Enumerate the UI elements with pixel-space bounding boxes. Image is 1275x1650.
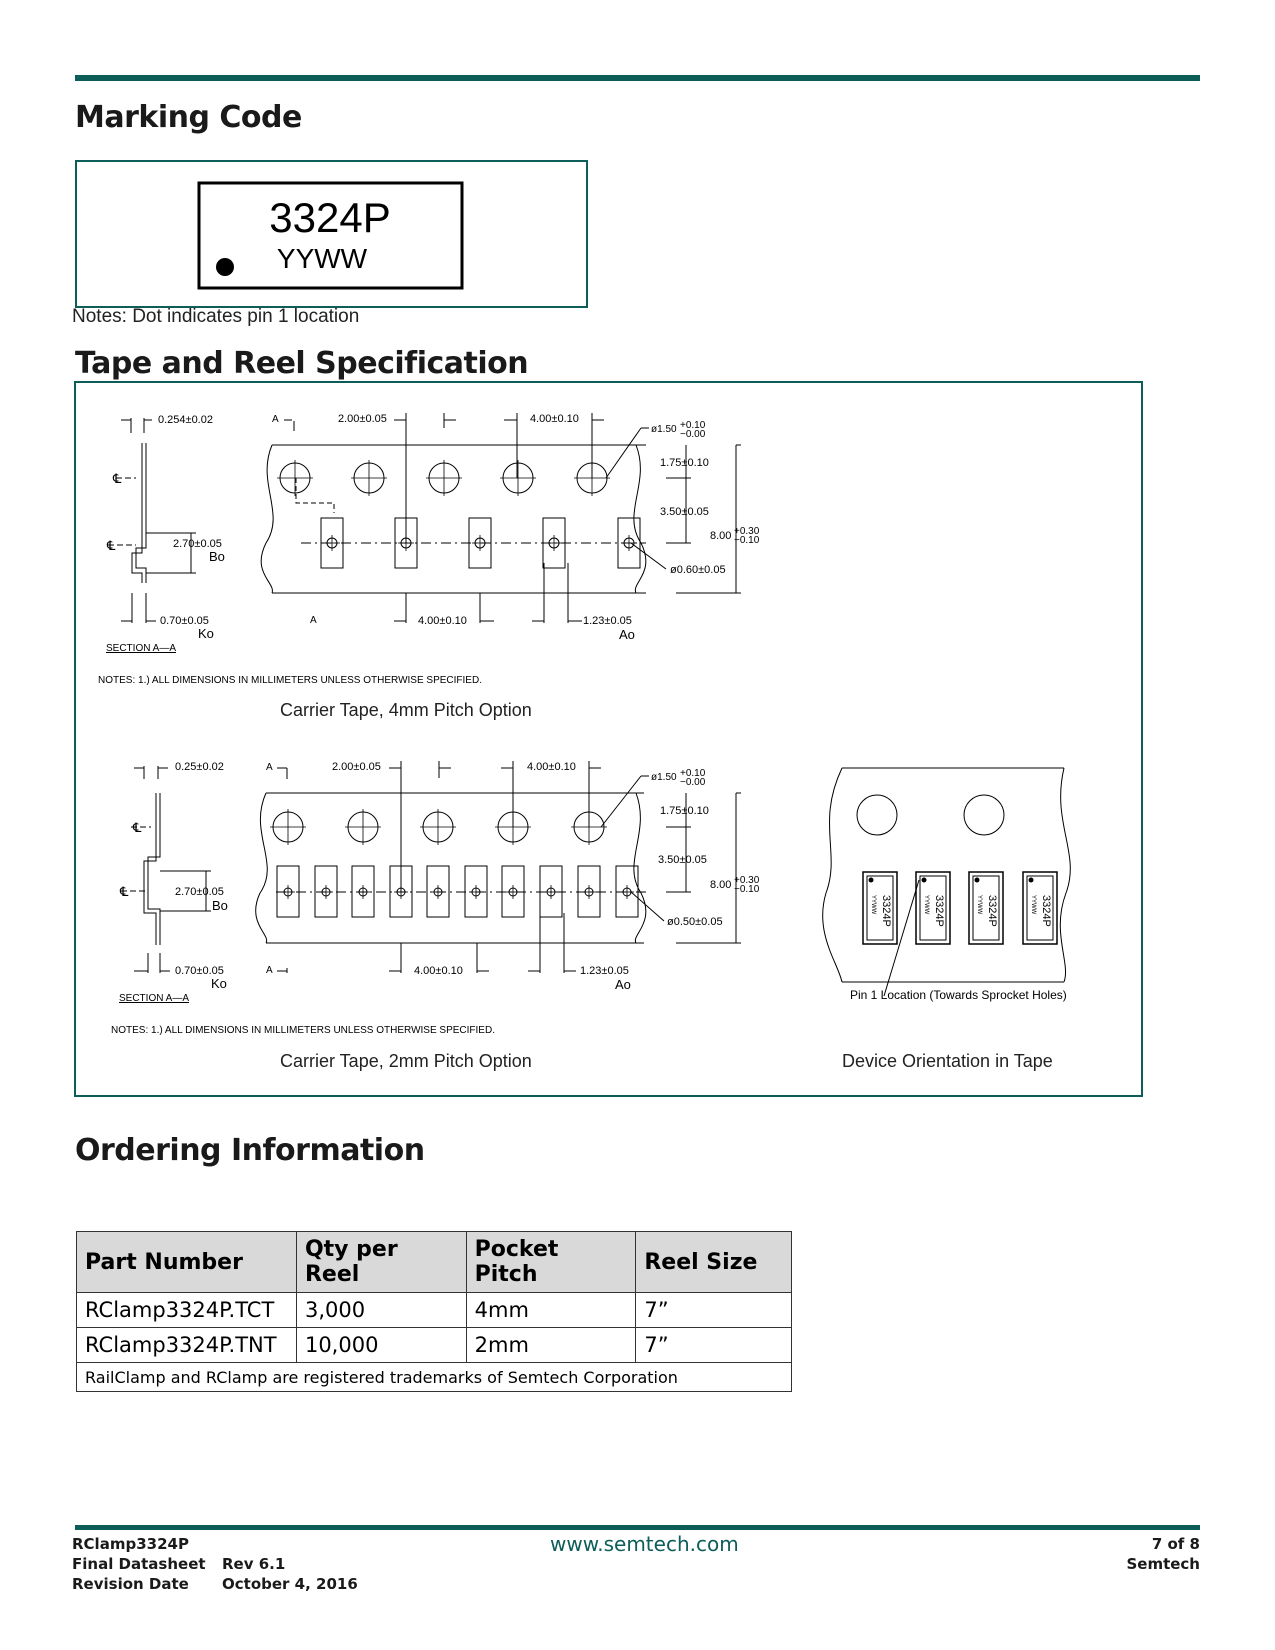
- dim-hole-2mm: ø1.50: [651, 772, 677, 783]
- dim-thickness-4mm: 0.254±0.02: [158, 414, 213, 426]
- dim-p0-2mm: 2.00±0.05: [332, 761, 381, 773]
- cell-pitch: 2mm: [466, 1328, 636, 1363]
- sprocket-hole: [270, 809, 306, 845]
- dim-p2-2mm: 4.00±0.10: [527, 761, 576, 773]
- cell-qty: 3,000: [296, 1293, 466, 1328]
- device-package: [863, 872, 897, 944]
- cell-part-number: RClamp3324P.TNT: [77, 1328, 297, 1363]
- dim-pocket-hole-4mm: ø0.60±0.05: [670, 564, 726, 576]
- label-a-top-4mm: A: [272, 414, 279, 425]
- device-date-code: YYWW: [1030, 895, 1036, 915]
- ordering-heading: Ordering Information: [75, 1133, 425, 1168]
- sprocket-hole: [571, 809, 607, 845]
- footer-left: [72, 1534, 206, 1594]
- device-package: [916, 872, 950, 944]
- pocket-hole: [506, 885, 520, 899]
- label-bo-2mm: Bo: [212, 898, 228, 913]
- dim-p2-4mm: 4.00±0.10: [530, 413, 579, 425]
- marking-heading: Marking Code: [75, 100, 302, 135]
- footer-company: Semtech: [1126, 1555, 1200, 1573]
- device-row: [863, 872, 1057, 944]
- dim-w-tol-plus-2mm: +0.30: [734, 875, 760, 886]
- pin1-dot: [1029, 878, 1034, 883]
- sprocket-hole: [351, 460, 387, 496]
- sprocket-holes-2mm: [270, 809, 607, 845]
- dim-ko-2mm: 0.70±0.05: [175, 965, 224, 977]
- cl-top-2mm: ℄: [133, 820, 142, 835]
- table-header-row: [77, 1232, 792, 1293]
- label-a-bottom-2mm: A: [266, 965, 273, 976]
- dim-hole-4mm: ø1.50: [651, 424, 677, 435]
- dim-thickness-2mm: 0.25±0.02: [175, 761, 224, 773]
- device-marking: 3324P: [880, 895, 892, 927]
- footer-rule: [75, 1525, 1200, 1530]
- marking-code: 3324P: [269, 194, 391, 241]
- tape-profile-4mm: [132, 443, 146, 583]
- pocket-hole: [431, 885, 445, 899]
- sprocket-hole: [426, 460, 462, 496]
- caption-4mm: Carrier Tape, 4mm Pitch Option: [280, 700, 532, 720]
- label-ko-4mm: Ko: [198, 626, 214, 641]
- dim-bo-4mm: 2.70±0.05: [173, 538, 222, 550]
- trademark-note: RailClamp and RClamp are registered trademarks of Semtech Corporation: [77, 1363, 792, 1392]
- dim-w-tol-plus-4mm: +0.30: [734, 526, 760, 537]
- section-view-4mm: [108, 418, 196, 623]
- tape-break-left-2mm: [256, 793, 268, 943]
- device-package: [1023, 872, 1057, 944]
- dim-hole-tol-plus-2mm: +0.10: [680, 768, 706, 779]
- col-qty: Qty per Reel: [296, 1232, 466, 1293]
- notes-2mm: NOTES: 1.) ALL DIMENSIONS IN MILLIMETERS UNLESS OTHERWISE SPECIFIED.: [111, 1025, 495, 1036]
- label-ko-2mm: Ko: [211, 976, 227, 991]
- cl-mid-4mm: ℄: [107, 538, 116, 553]
- marking-date-code: YYWW: [276, 243, 368, 274]
- footer-rev: Rev 6.1: [222, 1555, 286, 1573]
- ordering-table: [76, 1231, 792, 1392]
- header-rule: [75, 75, 1200, 81]
- footer-status: Final Datasheet: [72, 1555, 206, 1573]
- pocket-hole: [472, 535, 488, 551]
- label-a-top-2mm: A: [266, 762, 273, 773]
- cl-top-4mm: ℄: [113, 471, 122, 486]
- pin1-dot: [869, 878, 874, 883]
- pocket-hole: [546, 535, 562, 551]
- footer-page: 7 of 8: [1151, 1535, 1200, 1553]
- tape-break-left: [261, 445, 273, 593]
- dim-e-4mm: 1.75±0.10: [660, 457, 709, 469]
- marking-box: [75, 160, 588, 308]
- sprocket-hole: [500, 460, 536, 496]
- dim-e-2mm: 1.75±0.10: [660, 805, 709, 817]
- sprocket-hole: [277, 460, 313, 496]
- pocket-hole: [544, 885, 558, 899]
- label-ao-4mm: Ao: [619, 627, 635, 642]
- dim-pitch-2mm: 4.00±0.10: [414, 965, 463, 977]
- dim-w-2mm: 8.00: [710, 879, 732, 891]
- notes-4mm: NOTES: 1.) ALL DIMENSIONS IN MILLIMETERS UNLESS OTHERWISE SPECIFIED.: [98, 675, 482, 686]
- dim-p0-4mm: 2.00±0.05: [338, 413, 387, 425]
- tape-diagrams: [76, 383, 1141, 1095]
- cell-pitch: 4mm: [466, 1293, 636, 1328]
- footer-right: [1126, 1534, 1200, 1574]
- pocket-hole: [356, 885, 370, 899]
- cl-mid-2mm: ℄: [120, 884, 129, 899]
- pocket-hole: [394, 885, 408, 899]
- dim-w-tol-minus-2mm: −0.10: [734, 884, 760, 895]
- device-marking: 3324P: [1040, 895, 1052, 927]
- cell-reel-size: 7”: [636, 1293, 792, 1328]
- tape-box: [74, 381, 1143, 1097]
- pocket-hole: [324, 535, 340, 551]
- dim-f-4mm: 3.50±0.05: [660, 506, 709, 518]
- cell-reel-size: 7”: [636, 1328, 792, 1363]
- label-ao-2mm: Ao: [615, 977, 631, 992]
- table-row: [77, 1293, 792, 1328]
- label-bo-4mm: Bo: [209, 549, 225, 564]
- footer-part: RClamp3324P: [72, 1535, 189, 1553]
- device-date-code: YYWW: [870, 895, 876, 915]
- sprocket-holes-4mm: [277, 460, 610, 496]
- dim-ao-2mm: 1.23±0.05: [580, 965, 629, 977]
- section-view-2mm: [121, 766, 211, 973]
- sprocket-hole: [420, 809, 456, 845]
- caption-2mm: Carrier Tape, 2mm Pitch Option: [280, 1051, 532, 1071]
- device-date-code: YYWW: [923, 895, 929, 915]
- sprocket-hole: [495, 809, 531, 845]
- dim-bo-2mm: 2.70±0.05: [175, 886, 224, 898]
- dim-f-2mm: 3.50±0.05: [658, 854, 707, 866]
- cell-qty: 10,000: [296, 1328, 466, 1363]
- footer-revision-date-label: Revision Date: [72, 1575, 189, 1593]
- section-label-2mm: SECTION A—A: [119, 993, 190, 1004]
- pin1-dot: [975, 878, 980, 883]
- device-date-code: YYWW: [976, 895, 982, 915]
- pocket-hole: [582, 885, 596, 899]
- label-a-bottom-4mm: A: [310, 615, 317, 626]
- pocket-hole: [621, 535, 637, 551]
- marking-diagram: [77, 162, 586, 306]
- section-label-4mm: SECTION A—A: [106, 643, 177, 654]
- sprocket-hole: [574, 460, 610, 496]
- dim-w-4mm: 8.00: [710, 530, 732, 542]
- pin1-dot: [216, 258, 234, 276]
- dim-hole-tol-minus-2mm: −0.00: [680, 777, 706, 788]
- col-reel-size: Reel Size: [636, 1232, 792, 1293]
- pin1-location-label: Pin 1 Location (Towards Sprocket Holes): [850, 988, 1067, 1002]
- carrier-tape-2mm: [256, 761, 741, 973]
- dim-hole-tol-plus-4mm: +0.10: [680, 420, 706, 431]
- device-marking: 3324P: [933, 895, 945, 927]
- col-part-number: Part Number: [77, 1232, 297, 1293]
- cell-part-number: RClamp3324P.TCT: [77, 1293, 297, 1328]
- footer-date: October 4, 2016: [222, 1575, 358, 1593]
- sprocket-hole: [345, 809, 381, 845]
- dim-hole-tol-minus-4mm: −0.00: [680, 429, 706, 440]
- table-row: [77, 1328, 792, 1363]
- trademark-row: [77, 1363, 792, 1392]
- pocket-hole: [469, 885, 483, 899]
- caption-orientation: Device Orientation in Tape: [842, 1051, 1053, 1071]
- tape-break-right-2mm: [634, 793, 646, 943]
- pocket-hole: [620, 885, 634, 899]
- col-pitch: Pocket Pitch: [466, 1232, 636, 1293]
- pocket-hole: [398, 535, 414, 551]
- pin1-dot: [922, 878, 927, 883]
- footer-url-link[interactable]: www.semtech.com: [550, 1532, 739, 1556]
- dim-ao-4mm: 1.23±0.05: [583, 615, 632, 627]
- dim-pitch-4mm: 4.00±0.10: [418, 615, 467, 627]
- marking-note: Notes: Dot indicates pin 1 location: [72, 306, 360, 327]
- pocket-hole: [281, 885, 295, 899]
- device-package: [969, 872, 1003, 944]
- device-marking: 3324P: [986, 895, 998, 927]
- pocket-hole: [319, 885, 333, 899]
- dim-pocket-hole-2mm: ø0.50±0.05: [667, 916, 723, 928]
- dim-w-tol-minus-4mm: −0.10: [734, 535, 760, 546]
- tape-heading: Tape and Reel Specification: [75, 346, 529, 381]
- tape-profile-2mm: [144, 793, 160, 945]
- footer-mid: [222, 1554, 358, 1594]
- dim-ko-4mm: 0.70±0.05: [160, 615, 209, 627]
